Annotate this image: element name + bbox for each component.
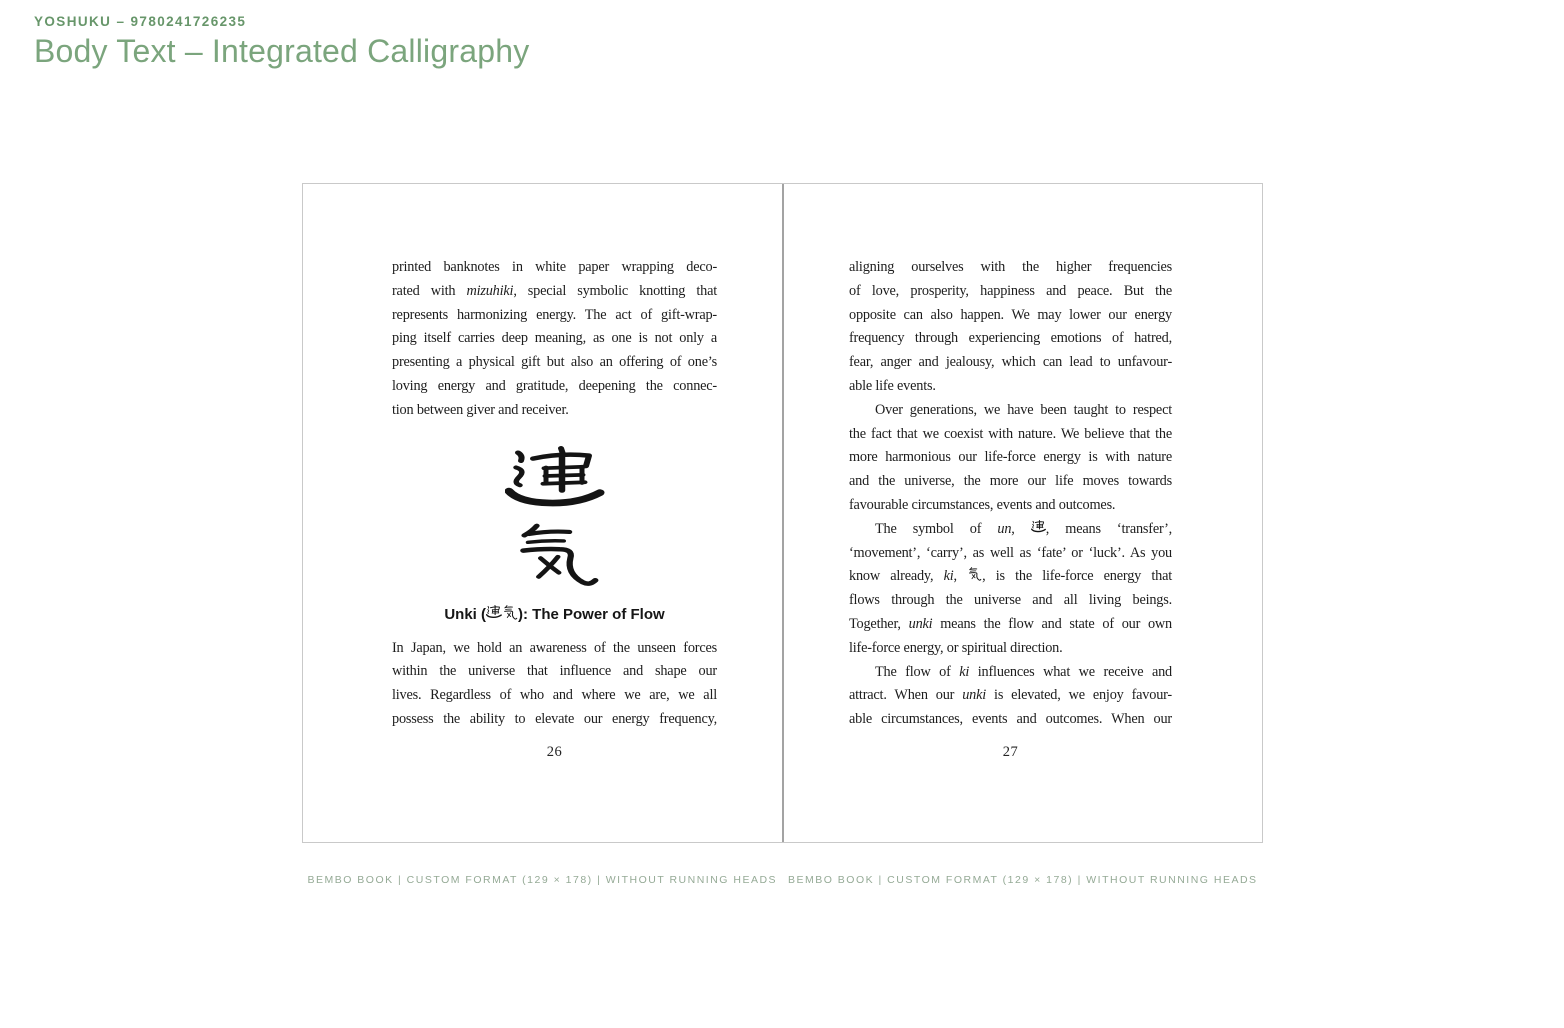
body-line: tion between giver and receiver.: [392, 401, 569, 418]
body-line: Together, unki means the flow and state of our own: [849, 615, 1172, 632]
body-line: printed banknotes in white paper wrapping deco-: [392, 259, 717, 275]
calligraphy-caption: Unki ( ): The Power of Flow: [444, 605, 665, 623]
paragraph: [392, 637, 717, 732]
body-line: within the universe that influence and shape our: [392, 663, 717, 680]
book-page-left: [303, 184, 783, 842]
body-line: The symbol of un, , means ‘transfer’,: [875, 520, 1173, 537]
body-line: possess the ability to elevate our energy frequency,: [392, 710, 717, 727]
body-line: know already, ki, , is the life-force energy that: [849, 568, 1172, 585]
body-line: In Japan, we hold an awareness of the unseen forces: [392, 639, 717, 656]
book-page-right: [783, 184, 1262, 842]
body-line: and the universe, the more our life moves towards: [849, 473, 1172, 490]
paragraph: [392, 256, 717, 423]
body-line: represents harmonizing energy. The act of gift-wrap-: [392, 306, 717, 323]
body-line: flows through the universe and all living beings.: [849, 592, 1172, 609]
body-line: ‘movement’, ‘carry’, as well as ‘fate’ or ‘luck’. As you: [849, 544, 1172, 561]
body-line: fear, anger and jealousy, which can lead to unfavour-: [849, 354, 1172, 371]
spec-footer-left: BEMBO BOOK | CUSTOM FORMAT (129 × 178) | WITHOUT RUNNING HEADS: [307, 874, 778, 886]
book-isbn-eyebrow: YOSHUKU – 9780241726235: [34, 14, 247, 29]
body-line: Over generations, we have been taught to respect: [875, 401, 1172, 418]
paragraph: [849, 518, 1172, 661]
kanji-unki-brush-art: [502, 446, 608, 592]
body-line: able life events.: [849, 377, 936, 394]
body-line: frequency through experiencing emotions of hatred,: [849, 330, 1172, 347]
kanji-un-icon: [486, 605, 502, 621]
body-line: the fact that we coexist with nature. We believe that the: [849, 425, 1172, 442]
sheet-header: [34, 14, 529, 70]
body-line: attract. When our unki is elevated, we enjoy favour-: [849, 687, 1172, 704]
page-number: 26: [546, 743, 563, 760]
body-line: lives. Regardless of who and where we are, we all: [392, 687, 717, 704]
unki-calligraphy: [392, 447, 717, 592]
paragraph: [849, 661, 1172, 732]
body-line: opposite can also happen. We may lower our energy: [849, 306, 1172, 323]
page-number: 27: [1002, 743, 1019, 760]
kanji-un-icon: [1031, 520, 1046, 535]
paragraph: [849, 256, 1172, 399]
book-spread: [302, 183, 1263, 843]
body-line: presenting a physical gift but also an offering of one’s: [392, 354, 717, 371]
body-line: loving energy and gratitude, deepening the connec-: [392, 377, 717, 394]
body-line: rated with mizuhiki, special symbolic knotting that: [392, 282, 717, 299]
body-line: aligning ourselves with the higher frequencies: [849, 259, 1172, 275]
spec-footer-right: BEMBO BOOK | CUSTOM FORMAT (129 × 178) | WITHOUT RUNNING HEADS: [787, 874, 1258, 886]
kanji-ki-icon: [502, 605, 518, 621]
body-line: favourable circumstances, events and outcomes.: [849, 496, 1116, 513]
page-title: Body Text – Integrated Calligraphy: [34, 33, 530, 69]
body-line: life-force energy, or spiritual direction.: [849, 639, 1063, 656]
body-line: ping itself carries deep meaning, as one is not only a: [392, 330, 717, 347]
spec-footers: [302, 874, 1263, 886]
body-line: more harmonious our life-force energy is with nature: [849, 449, 1172, 466]
body-line: of love, prosperity, happiness and peace. But the: [849, 282, 1172, 299]
kanji-ki-icon: [967, 567, 982, 582]
paragraph: [849, 399, 1172, 518]
body-line: The flow of ki influences what we receive and: [875, 663, 1172, 680]
body-line: able circumstances, events and outcomes. When our: [849, 711, 1172, 728]
